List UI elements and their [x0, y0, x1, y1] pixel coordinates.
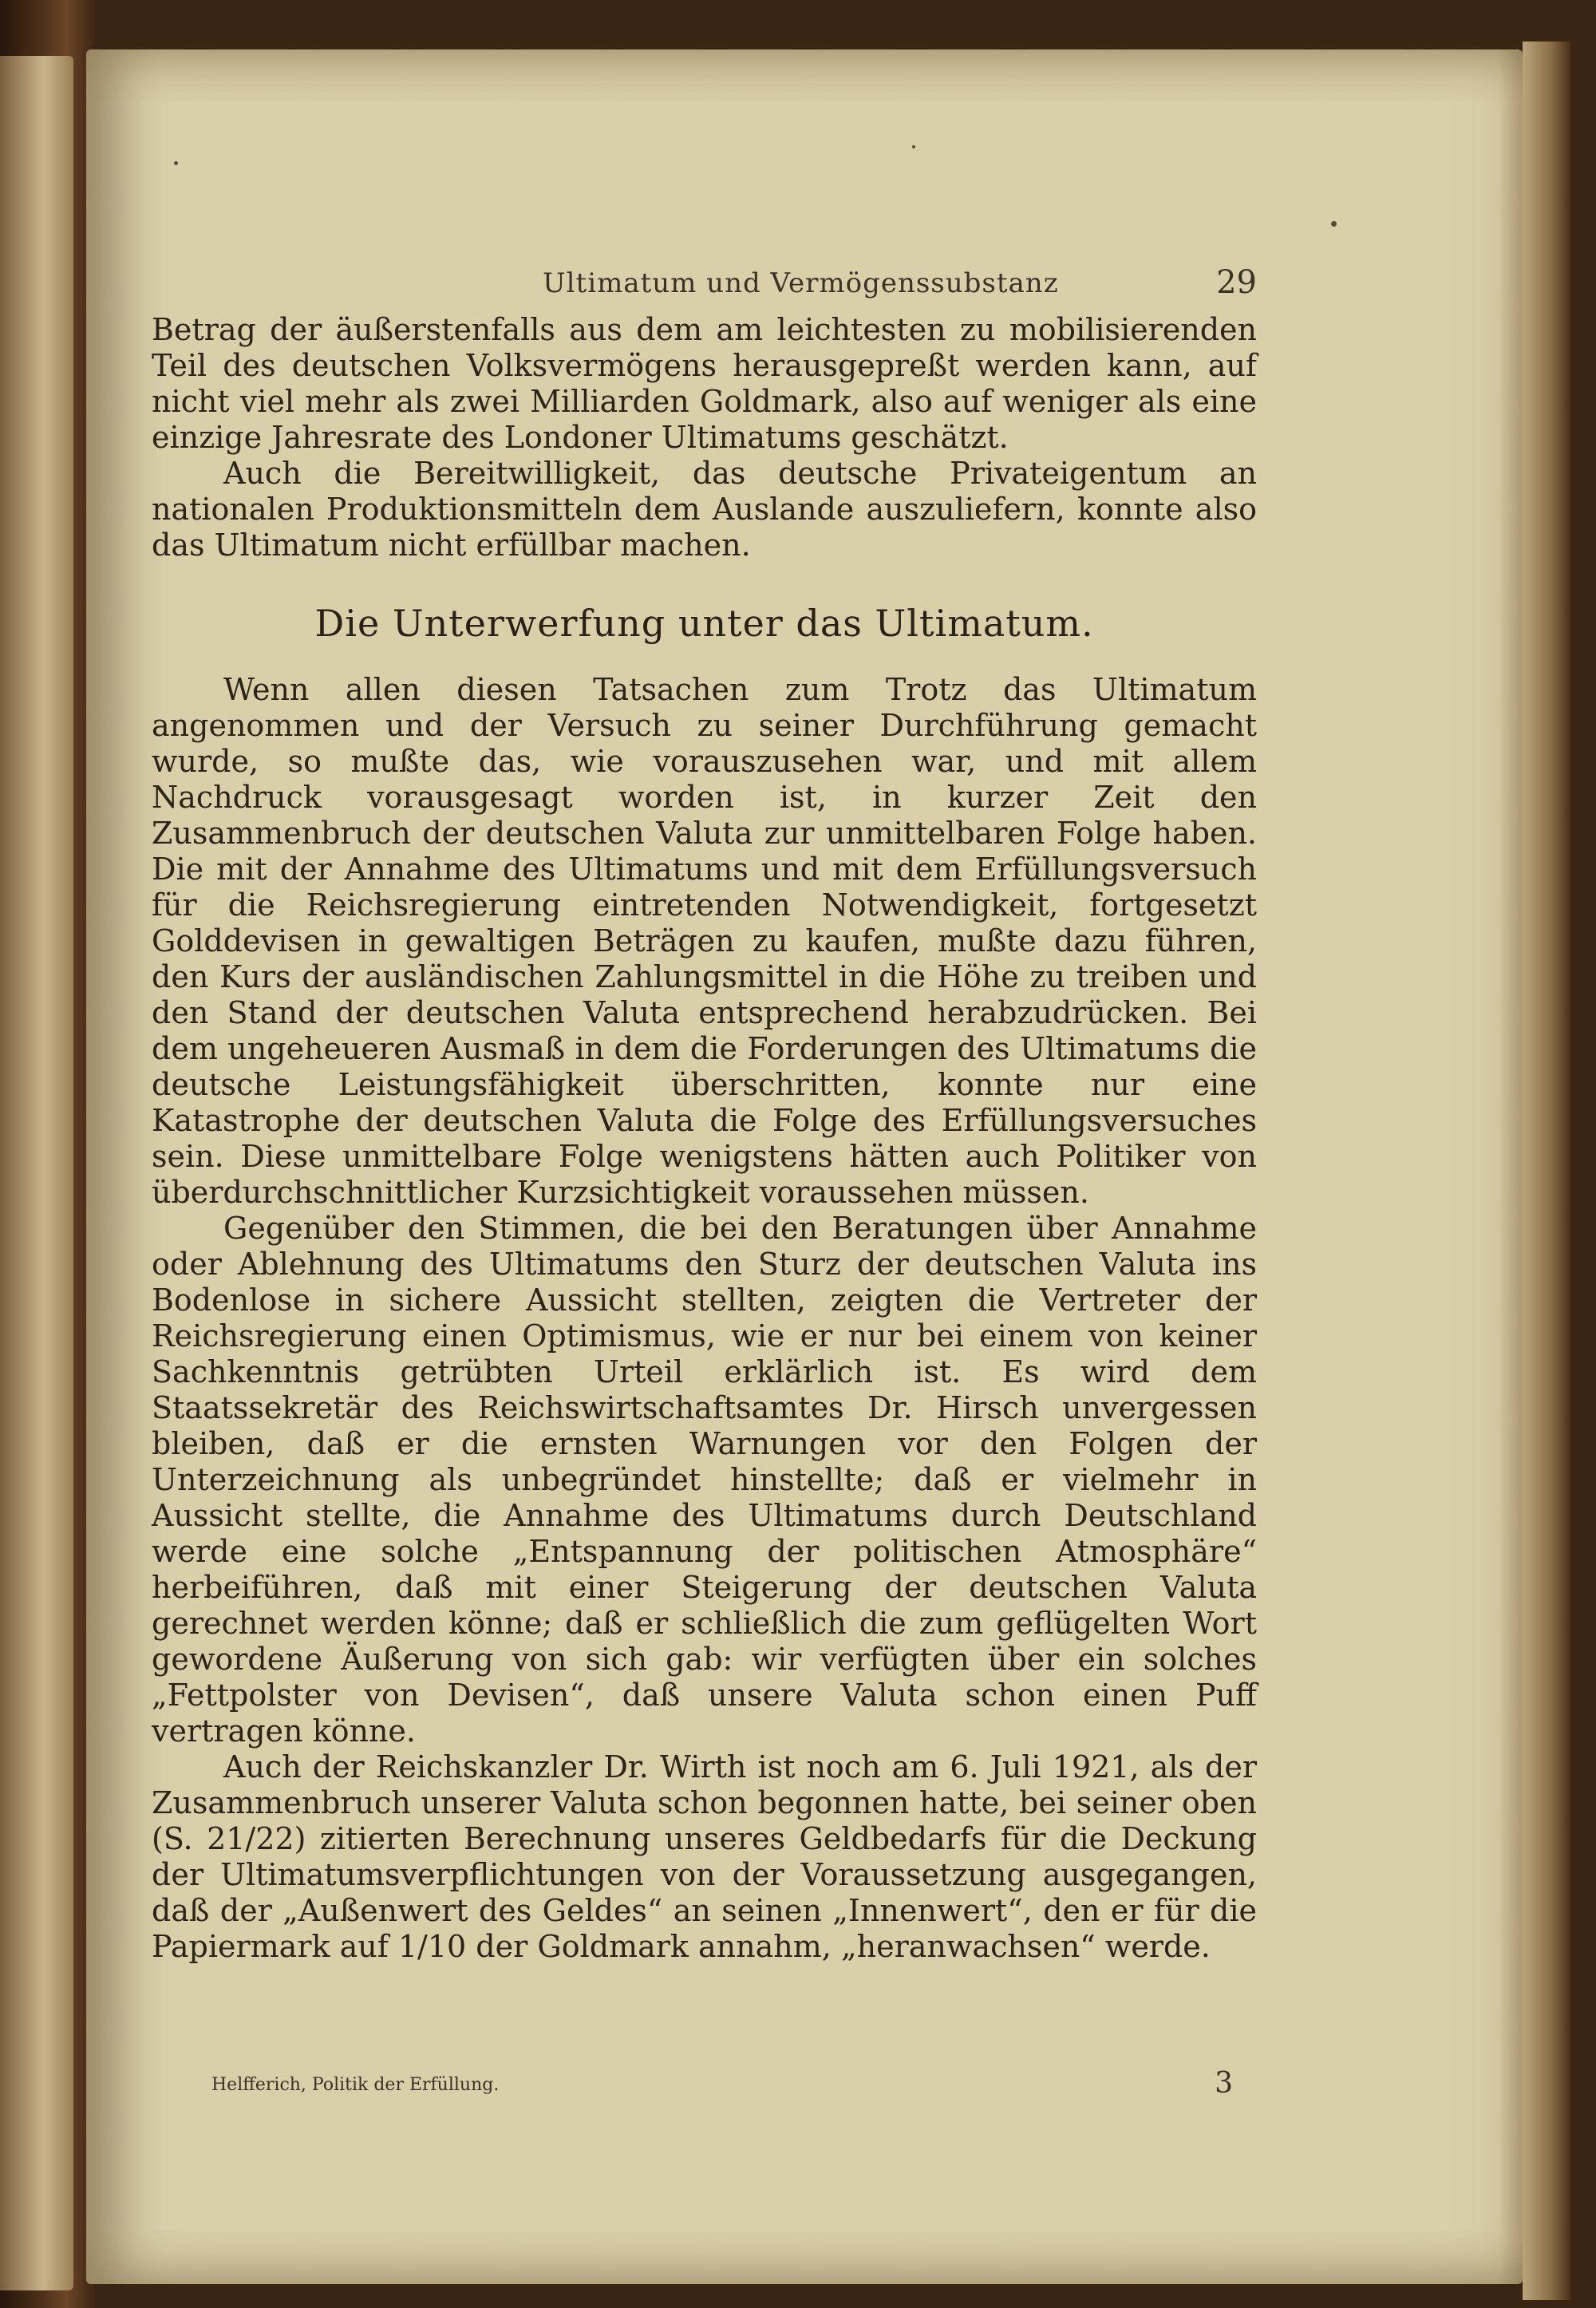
- running-head: [152, 264, 1257, 301]
- section-heading: Die Unterwerfung unter das Ultimatum.: [314, 602, 1094, 645]
- page-stack-edge: [1523, 41, 1570, 2300]
- paper-speck: [912, 145, 915, 148]
- printer-signature: Helfferich, Politik der Erfüllung.: [211, 2075, 500, 2095]
- page-content: [152, 264, 1257, 1965]
- paragraph-1: Betrag der äußerstenfalls aus dem am leichtesten zu mobilisierenden Teil des deutschen Volksvermögens herausgepreßt werden kann, auf nicht viel mehr als zwei Milliarden Goldmark, also auf weniger als eine einzige Jahresrate des Londoner Ultimatums geschätzt.: [152, 312, 1257, 455]
- paragraph-3: Wenn allen diesen Tatsachen zum Trotz das Ultimatum angenommen und der Versuch zu seiner Durchführung gemacht wurde, so mußte das, wie vorauszusehen war, und mit allem Nachdruck vorausgesagt worden ist, in kurzer Zeit den Zusammenbruch der deutschen Valuta zur unmittelbaren Folge haben. Die mit der Annahme des Ultimatums und mit dem Erfüllungsversuch für die Reichsregierung eintretenden Notwendigkeit, fortgesetzt Golddevisen in gewaltigen Beträgen zu kaufen, mußte dazu führen, den Kurs der ausländischen Zahlungsmittel in die Höhe zu treiben und den Stand der deutschen Valuta entsprechend herabzudrücken. Bei dem ungeheueren Ausmaß in dem die Forderungen des Ultimatums die deutsche Leistungsfähigkeit überschritten, konnte nur eine Katastrophe der deutschen Valuta die Folge des Erfüllungsversuches sein. Diese unmittelbare Folge wenigstens hätten auch Politiker von überdurchschnittlicher Kurzsichtigkeit voraussehen müssen.: [152, 672, 1257, 1210]
- paragraph-4: Gegenüber den Stimmen, die bei den Beratungen über Annahme oder Ablehnung des Ultimatums den Sturz der deutschen Valuta ins Bodenlose in sichere Aussicht stellten, zeigten die Vertreter der Reichsregierung einen Optimismus, wie er nur bei einem von keiner Sachkenntnis getrübten Urteil erklärlich ist. Es wird dem Staatssekretär des Reichswirtschaftsamtes Dr. Hirsch unvergessen bleiben, daß er die ernsten Warnungen vor den Folgen der Unterzeichnung als unbegründet hinstellte; daß er vielmehr in Aussicht stellte, die Annahme des Ultimatums durch Deutschland werde eine solche „Entspannung der politischen Atmosphäre“ herbeiführen, daß mit einer Steigerung der deutschen Valuta gerechnet werden könne; daß er schließlich die zum geflügelten Wort gewordene Äußerung von sich gab: wir verfügten über ein solches „Fettpolster von Devisen“, daß unsere Valuta schon einen Puff vertragen könne.: [152, 1211, 1257, 1749]
- paper-speck: [174, 161, 178, 165]
- page-footer: [211, 2067, 1233, 2107]
- paragraph-2: Auch die Bereitwilligkeit, das deutsche Privateigentum an nationalen Produktionsmitteln dem Auslande auszuliefern, konnte also das Ultimatum nicht erfüllbar machen.: [152, 456, 1257, 563]
- running-title: Ultimatum und Vermögenssubstanz: [543, 267, 1059, 299]
- signature-number: 3: [1215, 2067, 1233, 2100]
- page-number: 29: [1216, 264, 1257, 301]
- paragraph-5: Auch der Reichskanzler Dr. Wirth ist noch am 6. Juli 1921, als der Zusammenbruch unserer Valuta schon begonnen hatte, bei seiner oben (S. 21/22) zitierten Berechnung unseres Geldbedarfs für die Deckung der Ultimatumsverpflichtungen von der Voraussetzung ausgegangen, daß der „Außenwert des Geldes“ an seinen „Innenwert“, den er für die Papiermark auf 1/10 der Goldmark annahm, „heranwachsen“ werde.: [152, 1749, 1257, 1964]
- left-page-edge: [0, 56, 73, 2290]
- paper-speck: [1331, 221, 1337, 227]
